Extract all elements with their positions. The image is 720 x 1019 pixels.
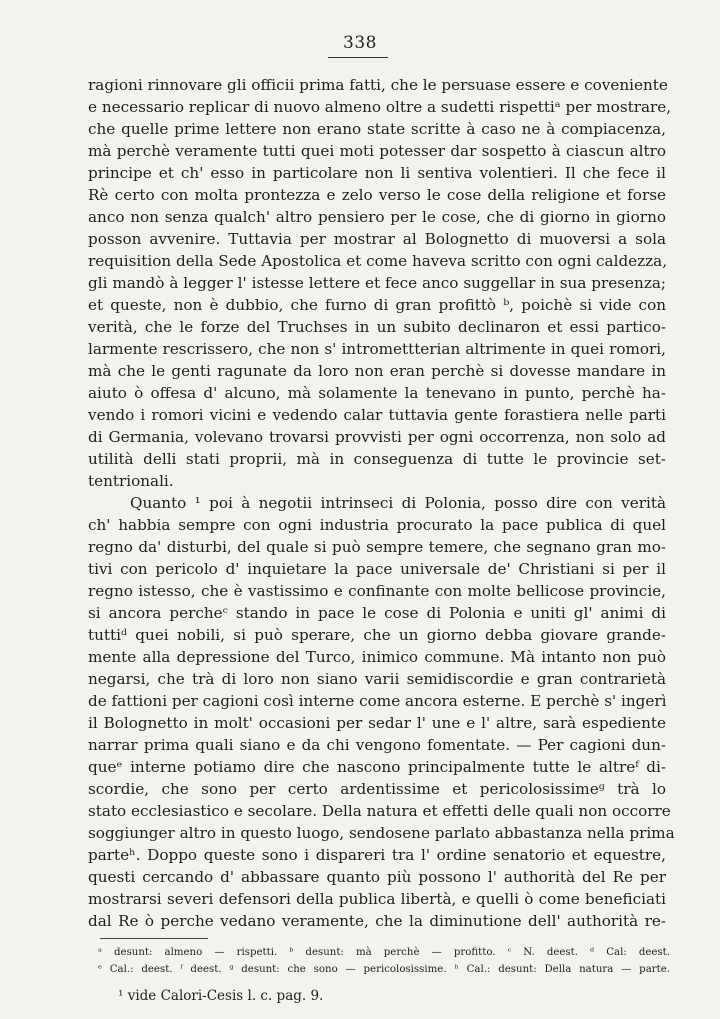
text-line: mà perchè veramente tutti quei moti potesser dar sospetto à ciascun altro — [88, 142, 666, 160]
text-line: tentrionali. — [88, 472, 174, 490]
text-line: stato ecclesiastico e secolare. Della natura et effetti delle quali non occorre — [88, 802, 671, 820]
text-line: regno istesso, che è vastissimo e confinante con molte bellicose provincie, — [88, 582, 666, 600]
apparatus-line: ᵉ Cal.: deest. ᶠ deest. ᵍ desunt: che sono — pericolosissime. ʰ Cal.: desunt: Della natura — parte. — [98, 964, 670, 975]
text-line: mà che le genti ragunate da loro non eran perchè si dovesse mandare in — [88, 362, 666, 380]
text-line: e necessario replicar di nuovo almeno oltre a sudetti rispettiᵃ per mostrare, — [88, 98, 672, 116]
text-line: il Bolognetto in molt' occasioni per sedar l' une e l' altre, sarà espediente — [88, 714, 666, 732]
text-line: mostrarsi severi defensori della publica libertà, e quelli ò come beneficiati — [88, 890, 666, 908]
page-number: 338 — [343, 33, 377, 53]
text-line: che quelle prime lettere non erano state scritte à caso ne à compiacenza, — [88, 120, 666, 138]
text-line: di Germania, volevano trovarsi provvisti per ogni occorrenza, non solo ad — [88, 428, 666, 446]
text-line: tivi con pericolo d' inquietare la pace universale de' Christiani si per il — [88, 560, 666, 578]
text-line: ch' habbia sempre con ogni industria procurato la pace publica di quel — [88, 516, 666, 534]
apparatus-line: ᵃ desunt: almeno — rispetti. ᵇ desunt: mà perchè — profitto. ᶜ N. deest. ᵈ Cal: deest. — [98, 947, 670, 958]
text-line: soggiunger altro in questo luogo, sendosene parlato abbastanza nella prima — [88, 824, 675, 842]
footnote-rule — [100, 938, 208, 939]
text-line: posson avvenire. Tuttavia per mostrar al Bolognetto di muoversi a sola — [88, 230, 666, 248]
text-line: questi cercando d' abbassare quanto più possono l' authorità del Re per — [88, 868, 666, 886]
text-line: de fattioni per cagioni così interne come ancora esterne. E perchè s' ingerì — [88, 692, 667, 710]
text-line: narrar prima quali siano e da chi vengono fomentate. — Per cagioni dun- — [88, 736, 666, 754]
text-line: et queste, non è dubbio, che furno di gran profittò ᵇ, poichè si vide con — [88, 296, 666, 314]
text-line: anco non senza qualch' altro pensiero per le cose, che di giorno in giorno — [88, 208, 666, 226]
text-line: gli mandò à legger l' istesse lettere et fece anco suggellar in sua presenza; — [88, 274, 666, 292]
text-line: regno da' disturbi, del quale si può sempre temere, che segnano gran mo- — [88, 538, 666, 556]
text-line: mente alla depressione del Turco, inimico commune. Mà intanto non può — [88, 648, 666, 666]
text-line: principe et ch' esso in particolare non li sentiva volentieri. Il che fece il — [88, 164, 666, 182]
text-line: scordie, che sono per certo ardentissime et pericolosissimeᵍ trà lo — [88, 780, 666, 798]
text-line: dal Re ò perche vedano veramente, che la diminutione dell' authorità re- — [88, 912, 666, 930]
text-line: aiuto ò offesa d' alcuno, mà solamente la tenevano in punto, perchè ha- — [88, 384, 666, 402]
source-note: ¹ vide Calori-Cesis l. c. pag. 9. — [118, 988, 324, 1004]
text-line: si ancora percheᶜ stando in pace le cose di Polonia e uniti gl' animi di — [88, 604, 666, 622]
text-line: Rè certo con molta prontezza e zelo verso le cose della religione et forse — [88, 186, 666, 204]
text-line: Quanto ¹ poi à negotii intrinseci di Polonia, posso dire con verità — [130, 494, 666, 512]
text-line: negarsi, che trà di loro non siano varii semidiscordie e gran contrarietà — [88, 670, 666, 688]
text-line: tuttiᵈ quei nobili, si può sperare, che un giorno debba giovare grande- — [88, 626, 666, 644]
text-line: vendo i romori vicini e vedendo calar tuttavia gente forastiera nelle parti — [88, 406, 666, 424]
text-line: verità, che le forze del Truchses in un subito declinaron et essi partico- — [88, 318, 666, 336]
text-line: parteʰ. Doppo queste sono i dispareri tra l' ordine senatorio et equestre, — [88, 846, 666, 864]
text-line: queᵉ interne potiamo dire che nascono principalmente tutte le altreᶠ di- — [88, 758, 666, 776]
text-line: utilità delli stati proprii, mà in conseguenza di tutte le provincie set- — [88, 450, 666, 468]
text-line: requisition della Sede Apostolica et come haveva scritto con ogni caldezza, — [88, 252, 668, 270]
text-line: ragioni rinnovare gli officii prima fatti, che le persuase essere e coveniente — [88, 76, 668, 94]
text-line: larmente rescrissero, che non s' intromettterian altrimente in quei romori, — [88, 340, 666, 358]
page-number-rule — [328, 57, 388, 58]
